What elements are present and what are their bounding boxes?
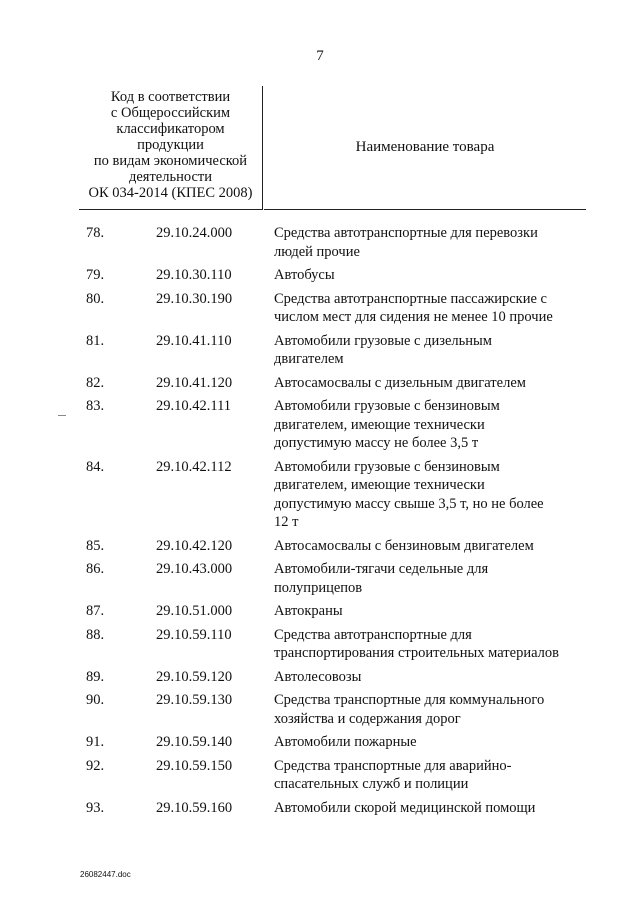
row-code: 29.10.24.000 — [156, 225, 233, 241]
row-number: 89. — [86, 668, 105, 685]
row-name — [274, 458, 574, 532]
row-code: 29.10.51.000 — [156, 603, 233, 619]
row-name-line: Автобусы — [274, 267, 335, 283]
row-name-line: Автокраны — [274, 603, 343, 619]
row-name — [274, 691, 574, 728]
row-code: 29.10.41.120 — [156, 374, 233, 391]
row-number: 91. — [86, 734, 105, 750]
table-header — [79, 86, 586, 210]
row-number: 83. — [86, 398, 105, 414]
row-name — [274, 332, 574, 369]
row-name-line: людей прочие — [274, 243, 360, 260]
table-row — [0, 757, 640, 794]
header-code-line: классификатором — [116, 121, 225, 137]
table-row — [0, 733, 640, 752]
row-name — [274, 733, 574, 752]
table-row — [0, 626, 640, 663]
table-row — [0, 374, 640, 393]
table-row — [0, 458, 640, 532]
row-name-line: Автолесовозы — [274, 668, 362, 685]
row-name — [274, 266, 574, 285]
row-name-line: числом мест для сидения не менее 10 прочие — [274, 309, 553, 325]
page-number: 7 — [316, 48, 324, 64]
row-number: 79. — [86, 267, 105, 283]
row-name-line: Автомобили грузовые с дизельным — [274, 332, 492, 349]
row-code: 29.10.42.112 — [156, 458, 232, 475]
row-name — [274, 374, 574, 393]
row-code: 29.10.59.150 — [156, 757, 233, 774]
row-name-line: хозяйства и содержания дорог — [274, 710, 461, 727]
header-code-line: Код в соответствии — [110, 89, 231, 105]
row-name — [274, 537, 574, 556]
row-name-line: двигателем, имеющие технически — [274, 416, 485, 433]
table-row — [0, 290, 640, 327]
row-name — [274, 799, 574, 818]
table-row — [0, 266, 640, 285]
row-code: 29.10.30.110 — [156, 267, 232, 283]
row-name-line: Средства автотранспортные пассажирские с — [274, 290, 547, 307]
row-code: 29.10.41.110 — [156, 332, 232, 349]
row-name-line: Автомобили пожарные — [274, 734, 417, 750]
row-name-line: транспортирования строительных материалов — [274, 645, 559, 661]
row-name-line: двигателем — [274, 351, 344, 367]
row-number: 92. — [86, 757, 105, 774]
row-name — [274, 602, 574, 621]
row-code: 29.10.59.160 — [156, 799, 233, 816]
row-code: 29.10.59.130 — [156, 692, 233, 708]
row-number: 80. — [86, 290, 105, 307]
header-name-column: Наименование товара — [264, 86, 586, 210]
table-row — [0, 224, 640, 261]
row-name-line: Средства автотранспортные для — [274, 626, 472, 643]
table-row — [0, 332, 640, 369]
row-name-line: Автосамосвалы с бензиновым двигателем — [274, 537, 534, 554]
row-name-line: спасательных служб и полиции — [274, 776, 469, 792]
row-name-line: Автомобили скорой медицинской помощи — [274, 799, 536, 816]
row-code: 29.10.59.140 — [156, 734, 233, 750]
header-code-line: по видам экономической — [93, 153, 248, 169]
row-name — [274, 224, 574, 261]
row-name-line: Средства транспортные для коммунального — [274, 692, 545, 708]
row-name-line: Автомобили-тягачи седельные для — [274, 561, 489, 577]
row-number: 81. — [86, 332, 105, 349]
table-row — [0, 799, 640, 818]
row-code: 29.10.30.190 — [156, 290, 233, 307]
row-name-line: допустимую массу не более 3,5 т — [274, 435, 479, 451]
row-name — [274, 668, 574, 687]
row-number: 82. — [86, 374, 105, 391]
header-code-line: деятельности — [128, 169, 212, 185]
row-code: 29.10.42.111 — [156, 398, 232, 414]
table-row — [0, 602, 640, 621]
row-name-line: Средства транспортные для аварийно- — [274, 757, 512, 774]
header-code-line: продукции — [137, 137, 204, 153]
header-code-line: с Общероссийским — [110, 105, 231, 121]
row-code: 29.10.59.120 — [156, 668, 233, 685]
row-name-line: Автосамосвалы с дизельным двигателем — [274, 374, 526, 391]
row-name-line: Автомобили грузовые с бензиновым — [274, 458, 500, 475]
row-number: 88. — [86, 626, 105, 643]
row-code: 29.10.43.000 — [156, 561, 233, 577]
row-name-line: двигателем, имеющие технически — [274, 477, 485, 493]
row-code: 29.10.42.120 — [156, 537, 233, 554]
row-number: 78. — [86, 225, 105, 241]
table-row — [0, 537, 640, 556]
table-row — [0, 691, 640, 728]
row-number: 85. — [86, 537, 105, 554]
row-number: 84. — [86, 458, 105, 475]
table-body — [0, 224, 640, 822]
row-name — [274, 757, 574, 794]
row-code: 29.10.59.110 — [156, 626, 232, 643]
row-name-line: допустимую массу свыше 3,5 т, но не более — [274, 495, 544, 512]
row-name — [274, 290, 574, 327]
header-code-column — [79, 86, 263, 210]
row-name-line: Автомобили грузовые с бензиновым — [274, 398, 500, 414]
table-row — [0, 668, 640, 687]
row-number: 87. — [86, 603, 105, 619]
row-number: 90. — [86, 692, 105, 708]
row-name — [274, 397, 574, 453]
header-code-line: ОК 034-2014 (КПЕС 2008) — [88, 185, 253, 201]
row-name — [274, 560, 574, 597]
row-number: 93. — [86, 799, 105, 816]
row-name-line: полуприцепов — [274, 579, 363, 596]
row-name — [274, 626, 574, 663]
row-name-line: 12 т — [274, 514, 299, 530]
table-row — [0, 560, 640, 597]
row-name-line: Средства автотранспортные для перевозки — [274, 225, 538, 241]
row-number: 86. — [86, 561, 105, 577]
footer-filename: 26082447.doc — [80, 870, 131, 879]
table-row — [0, 397, 640, 453]
